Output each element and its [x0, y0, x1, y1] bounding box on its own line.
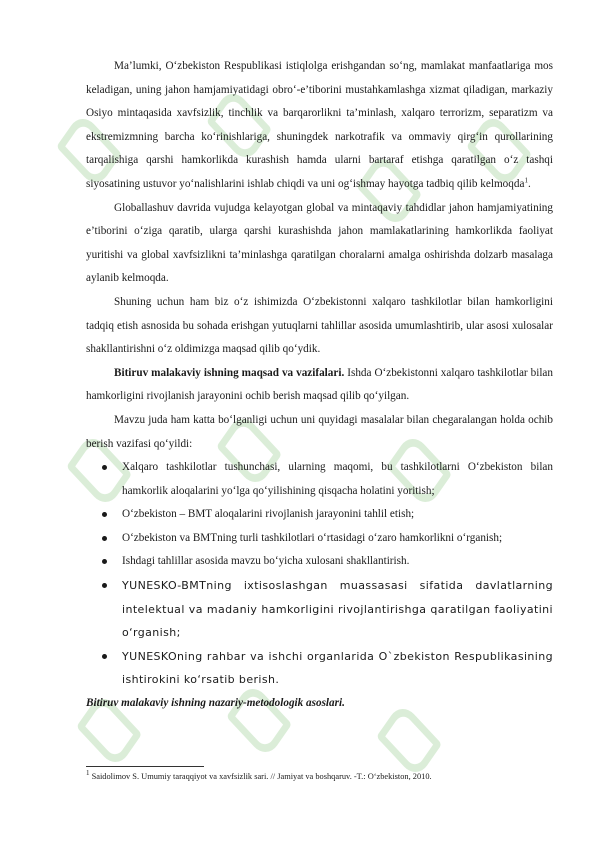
list-item [86, 456, 553, 503]
list-item-text: O‘zbekiston – BMT aloqalarini rivojlanish jarayonini tahlil etish; [122, 508, 415, 521]
bullet-icon [102, 559, 107, 564]
list-item-text: O‘zbekiston va BMTning turli tashkilotlari o‘rtasidagi o‘zaro hamkorlikni o‘rganish; [122, 531, 503, 544]
list-item-text: YUNESKOning rahbar va ishchi organlarida O`zbekiston Respublikasining ishtirokini ko‘rsatib berish. [122, 649, 553, 687]
paragraph-purpose: Shuning uchun ham biz o‘z ishimizda O‘zbekistonni xalqaro tashkilotlar bilan hamkorligini tadqiq etish asnosida bu sohada erishgan yutuqlarni tahlillar asosida umumlashtirib, ular asosi xulosalar shakllantirishni o‘z oldimizga maqsad qilib qo‘ydik. [86, 295, 553, 356]
list-item-text: Xalqaro tashkilotlar tushunchasi, ularning maqomi, bu tashkilotlarni O‘zbekiston bilan hamkorlik aloqalarini yo‘lga qo‘yilishining qisqacha holatini yoritish; [122, 461, 553, 497]
bullet-icon [102, 465, 107, 470]
paragraph-intro [86, 55, 553, 197]
list-item-text: YUNESKO-BMTning ixtisoslashgan muassasasi sifatida davlatlarning intelektual va madaniy hamkorligini rivojlantirishga qaratilgan faoliyatini o‘rganish; [122, 579, 553, 640]
watermark-mark-10 [373, 706, 451, 779]
footnote-divider [86, 766, 204, 767]
bullet-icon [102, 512, 107, 517]
goals-text: Ishda O‘zbekistonni xalqaro tashkilotlar bilan hamkorligini rivojlanish jarayonini ochib berish maqsad qilib qo‘yilgan. [86, 366, 553, 403]
document-body [86, 55, 553, 716]
paragraph-intro-text: Ma’lumki, O‘zbekiston Respublikasi istiqlolga erishgandan so‘ng, mamlakat manfaatlariga mos keladigan, uning jahon hamjamiyatidagi obro‘-e’tiborini mustahkamlashga xizmat qiladigan, markaziy Osiyo mintaqasida xavfsizlik, tinchlik va barqarorlikni ta’minlash, xalqaro terrorizm, separatizm va ekstremizmning barcha ko‘rinishlariga, shuningdek narkotrafik va ommaviy qirg‘in qurollarining tarqalishiga qarshi hamkorlikda kurashish hamda ularni bartaraf etishga qaratilgan o‘z tashqi siyosatining ustuvor yo‘nalishlarini ishlab chiqdi va uni og‘ishmay hayotga tadbiq qilib kelmoqda [86, 60, 553, 190]
footnote-mark: 1 [86, 769, 90, 778]
section-heading: Bitiruv malakaviy ishning nazariy-metodologik asoslari. [86, 697, 345, 710]
list-item [86, 503, 553, 527]
paragraph-goals [86, 362, 553, 409]
footnote-reference[interactable]: 1 [524, 176, 528, 185]
goals-heading: Bitiruv malakaviy ishning maqsad va vazifalari. [114, 366, 345, 379]
bullet-icon [102, 583, 107, 588]
list-item [86, 645, 553, 692]
paragraph-intro-end: . [527, 177, 531, 190]
paragraph-globalization: Globallashuv davrida vujudga kelayotgan global va mintaqaviy tahdidlar jahon hamjamiyatining e’tiborini o‘ziga qaratib, ularga qarshi kurashishda jahon mamlakatlarining hamkorlikda faoliyat yuritishi va global xavfsizlikni ta’minlashga qaratilgan choralarni amalga oshirishda dolzarb masalaga aylanib kelmoqda. [86, 201, 553, 285]
paragraph-tasks: Mavzu juda ham katta bo‘lganligi uchun uni quyidagi masalalar bilan chegaralangan holda ochib berish vazifasi qo‘yildi: [86, 413, 553, 450]
list-item [86, 527, 553, 551]
bullet-icon [102, 536, 107, 541]
task-list [86, 456, 553, 692]
footnote-text: Saidolimov S. Umumiy taraqqiyot va xavfsizlik sari. // Jamiyat va boshqaruv. -T.: O‘zbekiston, 2010. [89, 772, 432, 781]
list-item [86, 574, 553, 645]
list-item [86, 550, 553, 574]
footnote [86, 771, 553, 783]
bullet-icon [102, 654, 107, 659]
list-item-text: Ishdagi tahlillar asosida mavzu bo‘yicha xulosani shakllantirish. [122, 555, 410, 568]
